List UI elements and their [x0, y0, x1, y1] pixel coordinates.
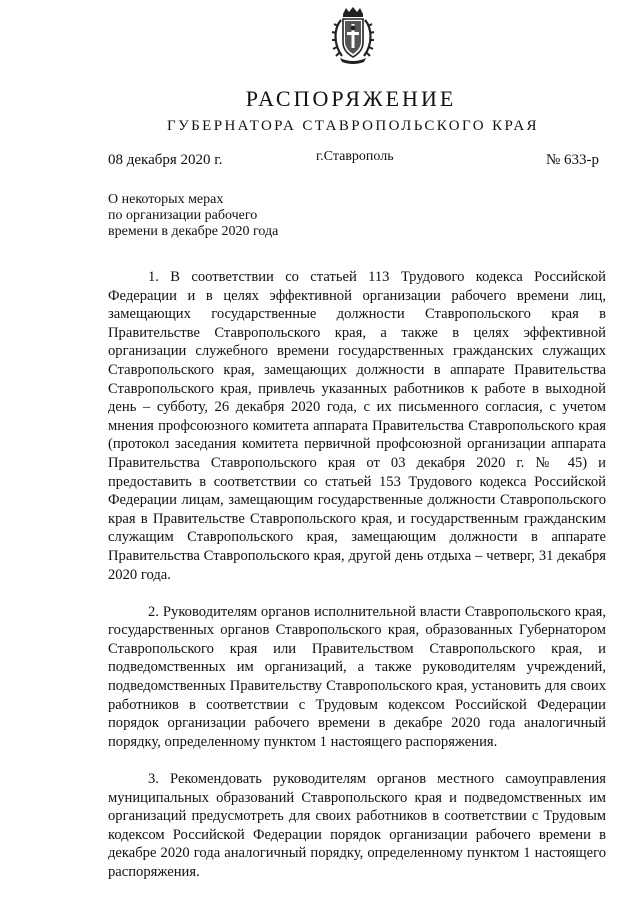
- document-subject: [108, 192, 328, 240]
- subject-line: О некоторых мерах: [108, 192, 224, 207]
- paragraph-3: 3. Рекомендовать руководителям органов местного самоуправления муниципальных образований Ставропольского края и подведомственных им организаций предусмотреть для своих работников в соответствии с Трудовым кодексом Российской Федерации порядок организации рабочего времени в декабре 2020 года аналогичный порядку, определенному пунктом 1 настоящего распоряжения.: [108, 771, 606, 880]
- document-body: [108, 268, 606, 900]
- document-date: 08 декабря 2020 г.: [108, 152, 223, 168]
- document-city: г.Ставрополь: [316, 149, 394, 164]
- subject-line: времени в декабре 2020 года: [108, 224, 279, 239]
- subject-line: по организации рабочего: [108, 208, 258, 223]
- issuer-title: ГУБЕРНАТОРА СТАВРОПОЛЬСКОГО КРАЯ: [167, 118, 539, 134]
- document-type-title: РАСПОРЯЖЕНИЕ: [245, 86, 457, 111]
- stavropol-coat-of-arms-icon: [330, 6, 376, 66]
- paragraph-2: 2. Руководителям органов исполнительной власти Ставропольского края, государственных органов Ставропольского края, образованных Губернатором Ставропольского края или Правительством Ставропольского края, и подведомственных им организаций, а также руководителям учреждений, подведомственных Правительству Ставропольского края, установить для своих работников в соответствии с Трудовым кодексом Российской Федерации порядок организации рабочего времени в декабре 2020 года аналогичный порядку, определенному пунктом 1 настоящего распоряжения.: [108, 603, 606, 750]
- paragraph-1: 1. В соответствии со статьей 113 Трудового кодекса Российской Федерации и в целях эффективной организации рабочего времени лиц, замещающих государственные должности Ставропольского края в Правительстве Ставропольского края, а также в целях эффективной организации служебного времени государственных гражданских служащих Ставропольского края, замещающих должности в аппарате Правительства Ставропольского края, привлечь указанных работников к работе в выходной день – субботу, 26 декабря 2020 года, с их письменного согласия, с учетом мнения профсоюзного комитета аппарата Правительства Ставропольского края (протокол заседания комитета первичной профсоюзной организации аппарата Правительства Ставропольского края от 03 декабря 2020 г. № 45) и предоставить в соответствии со статьей 153 Трудового кодекса Российской Федерации лицам, замещающим государственные должности Ставропольского края в Правительстве Ставропольского края, и государственным гражданским служащим Ставропольского края, замещающим должности в аппарате Правительства Ставропольского края, другой день отдыха – четверг, 31 декабря 2020 года.: [108, 269, 606, 583]
- document-number: № 633-р: [546, 152, 600, 168]
